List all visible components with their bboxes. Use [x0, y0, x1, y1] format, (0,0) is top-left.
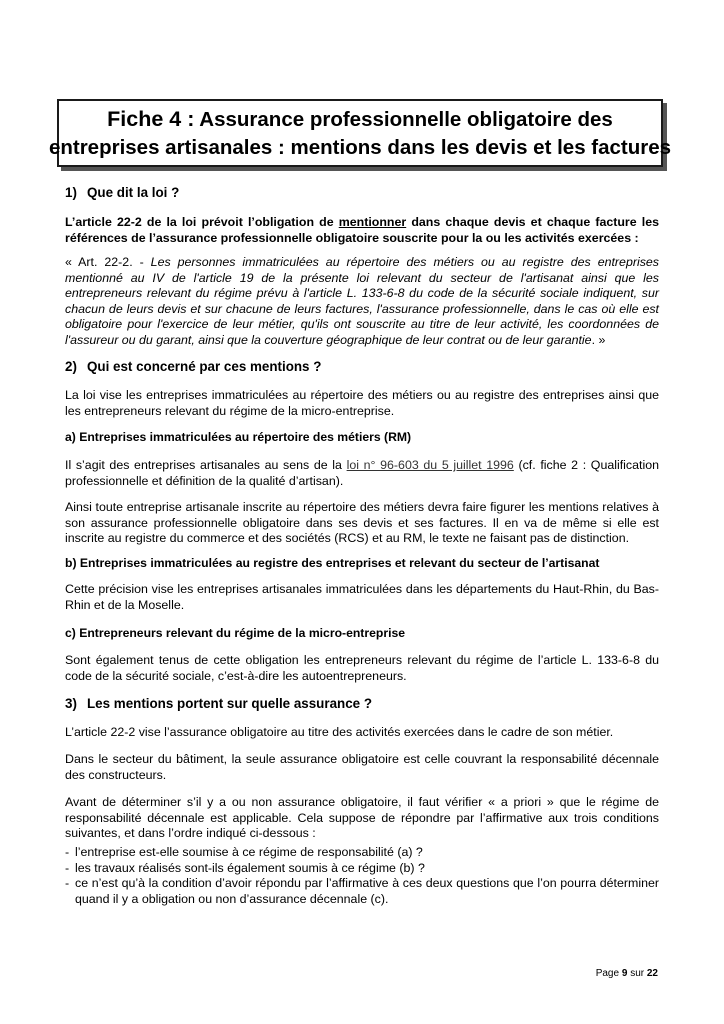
legal-quote [65, 255, 659, 349]
intro-text-2: dans chaque devis et chaque facture les références de l’assurance professionnelle obligatoire souscrite pour la ou les activités exercées : [65, 215, 659, 245]
quote-close: . » [591, 332, 606, 347]
title-line-2: entreprises artisanales : mentions dans les devis et les factures [48, 135, 672, 159]
page-label: Page [595, 968, 620, 979]
quote-body: Les personnes immatriculées au répertoire des métiers ou au registre des entreprises mentionné au IV de l'article 19 de la présente loi relevant du secteur de l'artisanat ainsi que les entrepreneurs relevant du régime prévu à l'article L. 133-6-8 du code de la sécurité sociale indiquent, sur chacun de leurs devis et sur chacune de leurs factures, l'assurance professionnelle, dans le cas où elle est obligatoire pour l'exercice de leur métier, qu'ils ont souscrite au titre de leur activité, les coordonnées de l'assureur ou du garant, ainsi que la couverture géographique de leur contrat ou de leur garantie [65, 255, 659, 347]
subsection-c-paragraph: Sont également tenus de cette obligation les entrepreneurs relevant du régime de l’article L. 133-6-8 du code de la sécurité sociale, c’est-à-dire les autoentrepreneurs. [65, 653, 659, 683]
section-3-heading [65, 696, 659, 712]
section-3-paragraph-1: L’article 22-2 vise l’assurance obligatoire au titre des activités exercées dans le cadre de son métier. [65, 725, 614, 739]
subsection-b-heading: b) Entreprises immatriculées au registre des entreprises et relevant du secteur de l’artisanat [65, 556, 600, 570]
title-text-1: Assurance professionnelle obligatoire des [199, 107, 613, 131]
page-footer [596, 968, 658, 979]
section-3-paragraph-2: Dans le secteur du bâtiment, la seule assurance obligatoire est celle couvrant la responsabilité décennale des constructeurs. [65, 752, 659, 782]
list-item-text: les travaux réalisés sont-ils également soumis à ce régime (b) ? [75, 860, 425, 875]
list-item-text: l’entreprise est-elle soumise à ce régime de responsabilité (a) ? [75, 845, 423, 859]
list-item [65, 845, 659, 861]
subsection-b-paragraph: Cette précision vise les entreprises artisanales immatriculées dans les départements du Haut-Rhin, du Bas-Rhin et de la Moselle. [65, 582, 659, 612]
section-1-heading [65, 185, 659, 201]
section-2-intro: La loi vise les entreprises immatriculées au répertoire des métiers ou au registre des entreprises ainsi que les entrepreneurs relevant du régime de la micro-entreprise. [65, 388, 659, 418]
title-line-1 [107, 105, 613, 134]
list-item [65, 861, 659, 877]
subsection-c-heading: c) Entrepreneurs relevant du régime de la micro-entreprise [65, 626, 406, 640]
page-separator: sur [630, 968, 645, 979]
page-current: 9 [621, 968, 628, 979]
list-dash: - [65, 845, 70, 859]
subsection-a-heading: a) Entreprises immatriculées au répertoire des métiers (RM) [65, 430, 412, 444]
subsection-a-text-1: Il s’agit des entreprises artisanales au sens de la [65, 458, 347, 472]
subsection-a-text-2: (cf. fiche 2 : Qualification professionnelle et définition de la qualité d’artisan). [65, 458, 659, 488]
fiche-number: Fiche 4 : [107, 106, 195, 131]
law-link[interactable]: loi n° 96-603 du 5 juillet 1996 [346, 458, 514, 472]
conditions-list [65, 845, 659, 907]
section-1-title: Que dit la loi ? [87, 185, 180, 200]
title-box [48, 99, 672, 167]
intro-underlined: mentionner [338, 215, 407, 229]
section-3-title: Les mentions portent sur quelle assurance ? [87, 696, 372, 711]
section-2-title: Qui est concerné par ces mentions ? [87, 359, 322, 374]
page-total: 22 [646, 968, 658, 979]
section-3-number: 3) [65, 696, 77, 711]
list-item [65, 876, 659, 907]
section-2-heading [65, 359, 659, 375]
list-dash: - [65, 860, 70, 875]
quote-open: « Art. 22-2. - [65, 255, 151, 269]
section-3-paragraph-3: Avant de déterminer s’il y a ou non assurance obligatoire, il faut vérifier « a priori » que le régime de responsabilité décennale est applicable. Cela suppose de répondre par l’affirmative aux trois conditions suivantes, et dans l’ordre indiqué ci-dessous : [65, 795, 659, 841]
section-1-number: 1) [65, 185, 77, 200]
subsection-a-paragraph-2: Ainsi toute entreprise artisanale inscrite au répertoire des métiers devra faire figurer les mentions relatives à son assurance professionnelle obligatoire dans ses devis et ses factures. Il en va de même si elle est inscrite au registre du commerce et des sociétés (RCS) et au RM, le texte ne faisant pas de distinction. [65, 500, 659, 546]
list-item-text: ce n’est qu’à la condition d’avoir répondu par l’affirmative à ces deux questions que l’on pourra déterminer quand il y a obligation ou non d’assurance décennale (c). [75, 876, 659, 906]
section-2-number: 2) [65, 359, 77, 374]
list-dash: - [65, 876, 70, 891]
section-1-intro [65, 215, 659, 246]
subsection-a-paragraph-1 [65, 458, 659, 489]
intro-text-1: L’article 22-2 de la loi prévoit l’obligation de [65, 215, 339, 229]
